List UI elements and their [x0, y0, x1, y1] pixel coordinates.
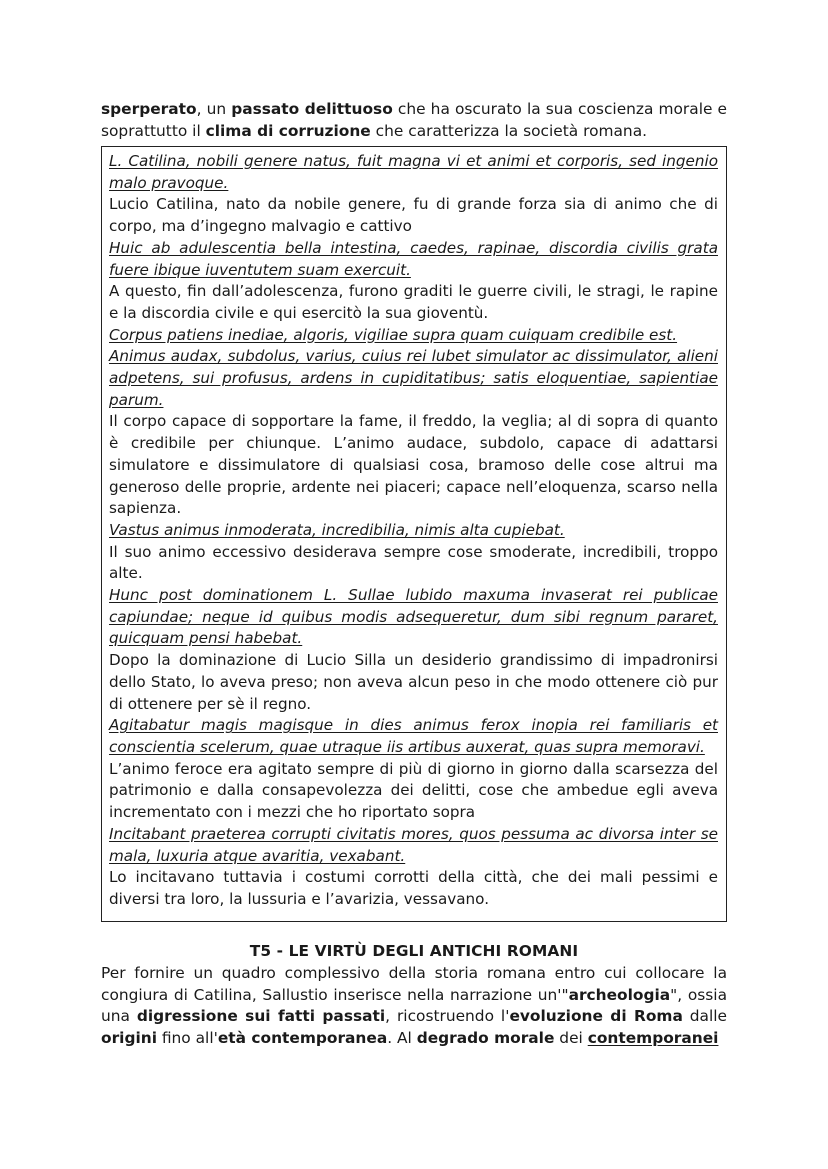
- latin-passage-1: L. Catilina, nobili genere natus, fuit magna vi et animi et corporis, sed ingenio malo pravoque.: [109, 152, 718, 192]
- intro-bold-3: clima di corruzione: [205, 121, 371, 140]
- translation-6: L’animo feroce era agitato sempre di più di giorno in giorno dalla scarsezza del patrimonio e dalla consapevolezza dei delitti, cose che ambedue egli aveva incrementato con i mezzi che ho riportato sopra: [109, 759, 718, 822]
- section-bold-5: età contemporanea: [217, 1028, 388, 1047]
- section-heading: T5 - LE VIRTÙ DEGLI ANTICHI ROMANI: [249, 941, 579, 960]
- section-paragraph: [101, 963, 727, 1049]
- intro-paragraph: [101, 99, 727, 142]
- section-underlined-word: contemporanei: [587, 1028, 719, 1047]
- section-text-7: dei: [554, 1028, 588, 1047]
- intro-text-2: che ha oscurato la sua coscienza morale e soprattutto il: [101, 100, 728, 140]
- latin-passage-6: Hunc post dominationem L. Sullae lubido maxuma invaserat rei publicae capiundae; neque id quibus modis adsequeretur, dum sibi regnum pararet, quicquam pensi habebat.: [109, 586, 718, 648]
- intro-bold-2: passato delittuoso: [231, 100, 393, 118]
- latin-passage-3: Corpus patiens inediae, algoris, vigiliae supra quam cuiquam credibile est.: [109, 325, 678, 344]
- latin-passage-2: Huic ab adulescentia bella intestina, caedes, rapinae, discordia civilis grata fuere ibique iuventutem suam exercuit.: [109, 238, 718, 279]
- latin-passage-4: Animus audax, subdolus, varius, cuius rei lubet simulator ac dissimulator, alieni adpetens, sui profusus, ardens in cupiditatibus; satis eloquentiae, sapientiae parum.: [109, 347, 718, 409]
- section-bold-4: origini: [101, 1028, 157, 1047]
- intro-text-1: , un: [196, 100, 232, 118]
- latin-passage-7: Agitabatur magis magisque in dies animus ferox inopia rei familiaris et conscientia scelerum, quae utraque iis artibus auxerat, quas supra memoravi.: [109, 716, 718, 756]
- translation-3: Il corpo capace di sopportare la fame, il freddo, la veglia; al di sopra di quanto è credibile per chiunque. L’animo audace, subdolo, capace di adattarsi simulatore e dissimulatore di qualsiasi cosa, bramoso delle cose altrui ma generoso delle proprie, ardente nei piaceri; capace nell’eloquenza, scarso nella sapienza.: [109, 412, 718, 518]
- document-page: [101, 99, 727, 1049]
- section-text-4: dalle: [682, 1007, 727, 1026]
- section-bold-underlined-7: [588, 1029, 719, 1047]
- translation-4: Il suo animo eccessivo desiderava sempre cose smoderate, incredibili, troppo alte.: [109, 542, 718, 583]
- translation-7: Lo incitavano tuttavia i costumi corrotti della città, che dei mali pessimi e diversi tra loro, la lussuria e l’avarizia, vessavano.: [109, 868, 718, 908]
- latin-passage-5: Vastus animus inmoderata, incredibilia, nimis alta cupiebat.: [109, 520, 565, 539]
- section-bold-6: degrado morale: [416, 1028, 555, 1047]
- intro-text-3: che caratterizza la società romana.: [370, 121, 648, 140]
- intro-bold-1: sperperato: [101, 100, 197, 118]
- section-text-3: , ricostruendo l': [385, 1007, 510, 1026]
- translation-1: Lucio Catilina, nato da nobile genere, fu di grande forza sia di animo che di corpo, ma d’ingegno malvagio e cattivo: [109, 195, 718, 236]
- section-text-6: . Al: [387, 1028, 417, 1047]
- section-bold-3: evoluzione di Roma: [509, 1007, 683, 1026]
- section-text-1: Per fornire un quadro complessivo della storia romana entro cui collocare la congiura di Catilina, Sallustio inserisce nella narrazione un'": [101, 964, 727, 1004]
- latin-translation-box: [101, 146, 727, 922]
- translation-2: A questo, fin dall’adolescenza, furono graditi le guerre civili, le stragi, le rapine e la discordia civile e qui esercitò la sua gioventù.: [109, 282, 718, 322]
- section-text-2: ", ossia una: [101, 985, 727, 1026]
- translation-5: Dopo la dominazione di Lucio Silla un desiderio grandissimo di impadronirsi dello Stato, lo aveva preso; non aveva alcun peso in che modo ottenere ciò pur di ottenere per sè il regno.: [109, 651, 718, 713]
- latin-passage-8: Incitabant praeterea corrupti civitatis mores, quos pessuma ac divorsa inter se mala, luxuria atque avaritia, vexabant.: [109, 824, 718, 865]
- section-bold-2: digressione sui fatti passati: [136, 1007, 386, 1026]
- section-text-5: fino all': [156, 1028, 218, 1047]
- section-bold-1: archeologia: [568, 985, 671, 1004]
